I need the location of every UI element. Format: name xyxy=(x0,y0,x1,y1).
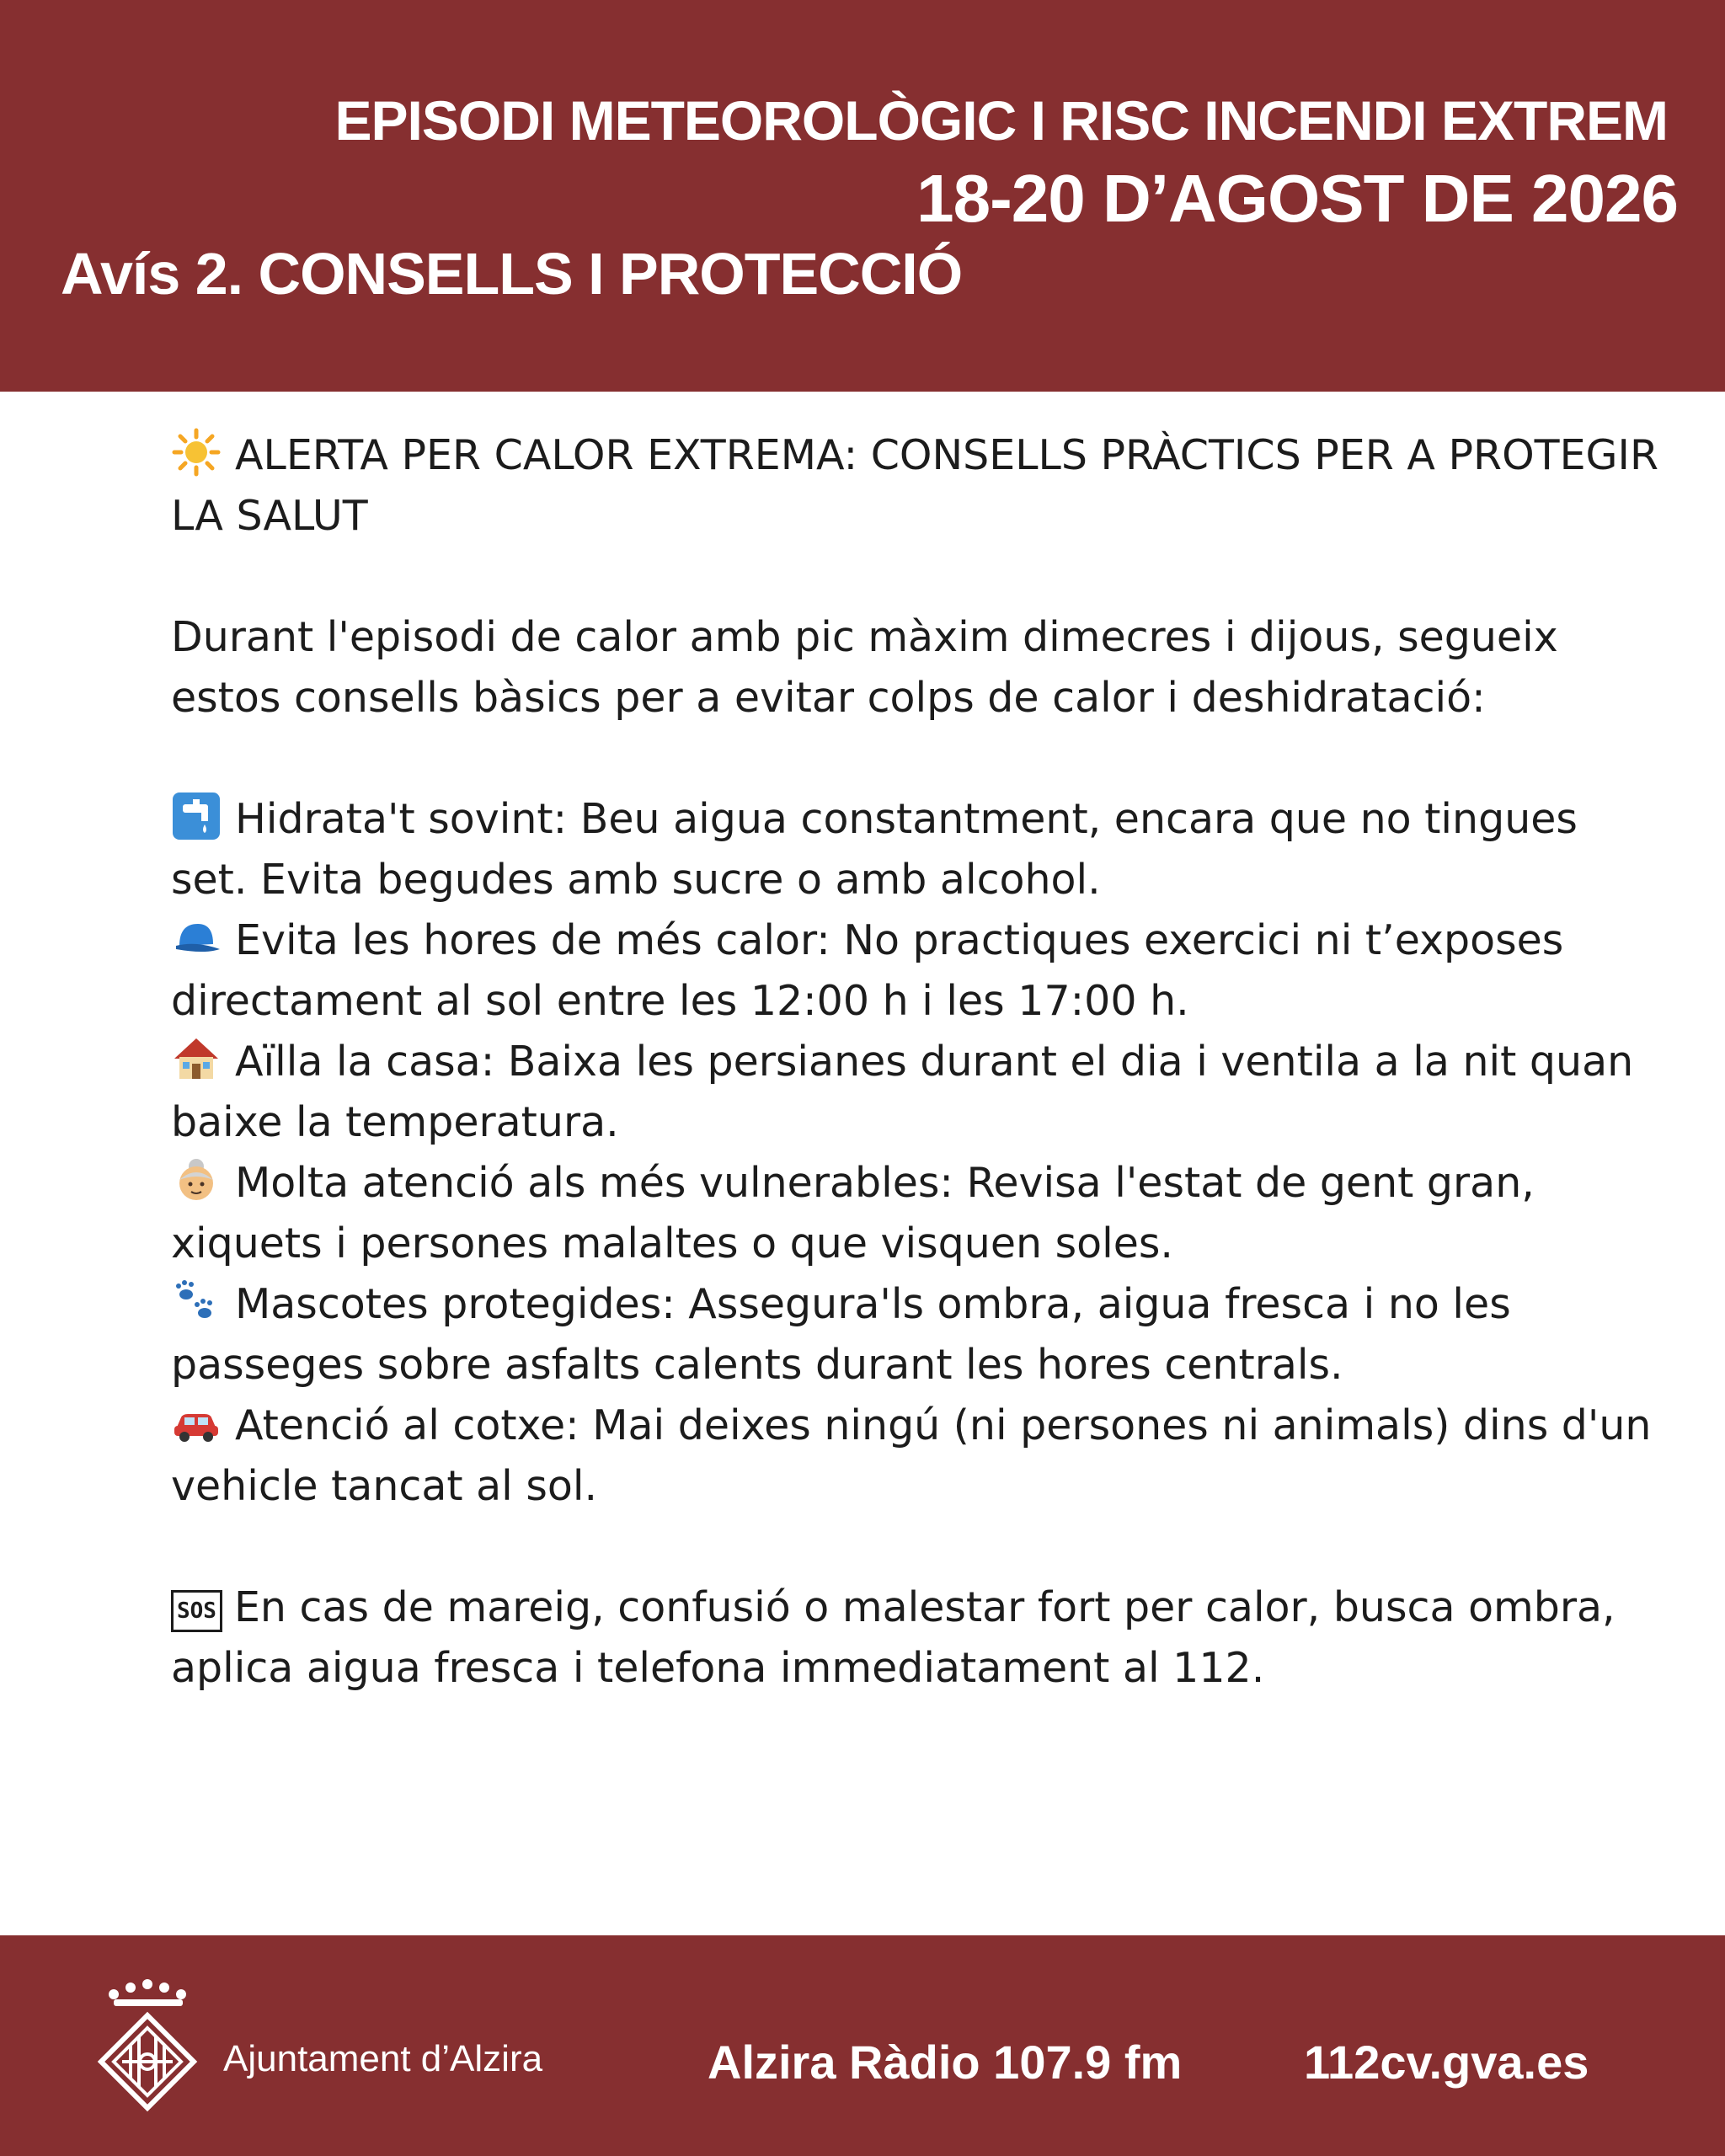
footer-banner xyxy=(0,1935,1725,2156)
alzira-coat-of-arms-logo xyxy=(93,1969,236,2121)
episode-title: EPISODI METEOROLÒGIC I RISC INCENDI EXTREM xyxy=(334,89,1668,152)
website-url[interactable]: 112cv.gva.es xyxy=(1304,2036,1589,2089)
tip-house: Aïlla la casa: Baixa les persianes durant el dia i ventila a la nit quan baixe la temperatura. xyxy=(171,1032,1662,1153)
tip-car: Atenció al cotxe: Mai deixes ningú (ni persones ni animals) dins d'un vehicle tancat al sol. xyxy=(171,1396,1662,1517)
cap-icon xyxy=(171,912,223,963)
alert-title: ALERTA PER CALOR EXTREMA: CONSELLS PRÀCTICS PER A PROTEGIR LA SALUT xyxy=(171,425,1662,547)
elderly-woman-icon xyxy=(171,1155,223,1205)
sos-icon: SOS xyxy=(171,1590,222,1632)
intro-paragraph: Durant l'episodi de calor amb pic màxim dimecres i dijous, segueix estos consells bàsics per a evitar colps de calor i deshidratació: xyxy=(171,613,1558,722)
organization-name: Ajuntament d’Alzira xyxy=(223,2038,543,2079)
tip-vulnerable: Molta atenció als més vulnerables: Revisa l'estat de gent gran, xiquets i persones malaltes o que visquen soles. xyxy=(171,1153,1662,1274)
radio-station: Alzira Ràdio 107.9 fm xyxy=(708,2036,1183,2089)
episode-dates: 18-20 D’AGOST DE 2026 xyxy=(916,161,1678,236)
advice-content xyxy=(171,425,1662,1699)
house-icon xyxy=(171,1033,223,1084)
water-tap-icon xyxy=(171,791,223,841)
closing-paragraph: SOS En cas de mareig, confusió o malestar fort per calor, busca ombra, aplica aigua fresca i telefona immediatament al 112. xyxy=(171,1583,1616,1692)
notice-title: Avís 2. CONSELLS I PROTECCIÓ xyxy=(61,241,963,307)
paw-prints-icon xyxy=(171,1276,223,1326)
header-banner xyxy=(0,0,1725,392)
tip-hydration: Hidrata't sovint: Beu aigua constantment, encara que no tingues set. Evita begudes amb sucre o amb alcohol. xyxy=(171,789,1662,910)
car-icon xyxy=(171,1397,223,1448)
tip-hours: Evita les hores de més calor: No practiques exercici ni t’exposes directament al sol entre les 12:00 h i les 17:00 h. xyxy=(171,910,1662,1032)
tip-pets: Mascotes protegides: Assegura'ls ombra, aigua fresca i no les passeges sobre asfalts calents durant les hores centrals. xyxy=(171,1274,1662,1396)
sun-icon xyxy=(171,427,223,478)
